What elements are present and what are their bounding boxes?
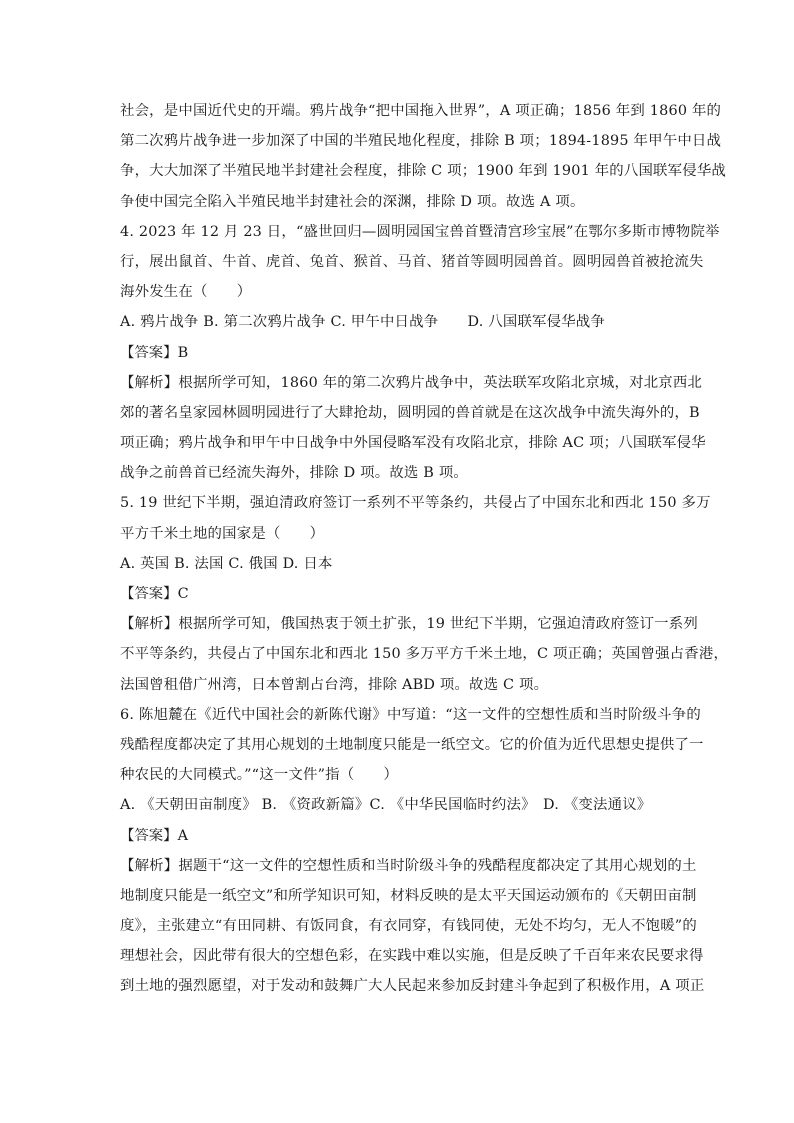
question-6-analysis: 地制度只能是一纸空文”和所学知识可知，材料反映的是太平天国运动颁布的《天朝田亩制 bbox=[120, 887, 697, 904]
question-5-analysis: 法国曾租借广州湾，日本曾割占台湾，排除 ABD 项。故选 C 项。 bbox=[120, 676, 549, 693]
question-5-analysis: 不平等条约，共侵占了中国东北和西北 150 多万平方千米土地，C 项正确；英国曾强占香港， bbox=[120, 646, 729, 663]
question-6-stem: 6. 陈旭麓在《近代中国社会的新陈代谢》中写道：“这一文件的空想性质和当时阶级斗争的 bbox=[120, 706, 701, 723]
question-4-stem: 海外发生在（ ） bbox=[120, 284, 252, 301]
question-5-answer: 【答案】C bbox=[120, 586, 189, 602]
question-6-analysis: 到土地的强烈愿望，对于发动和鼓舞广大人民起来参加反封建斗争起到了积极作用，A 项正 bbox=[120, 978, 705, 995]
question-4-analysis: 郊的著名皇家园林圆明园进行了大肆抢劫，圆明园的兽首就是在这次战争中流失海外的，B bbox=[120, 404, 700, 421]
text-line: 争使中国完全陷入半殖民地半封建社会的深渊，排除 D 项。故选 A 项。 bbox=[120, 193, 585, 210]
text-line: 争，大大加深了半殖民地半封建社会程度，排除 C 项；1900 年到 1901 年的八国联军侵华战 bbox=[120, 163, 727, 180]
question-6-answer: 【答案】A bbox=[120, 827, 188, 844]
question-5-stem: 平方千米土地的国家是（ ） bbox=[120, 525, 325, 542]
question-6-analysis: 【解析】据题干“这一文件的空想性质和当时阶级斗争的残酷程度都决定了其用心规划的土 bbox=[120, 857, 697, 874]
question-4-stem: 4. 2023 年 12 月 23 日，“盛世回归—圆明园国宝兽首暨清宫珍宝展”在鄂尔多斯市博物院举 bbox=[120, 223, 720, 240]
question-4-answer: 【答案】B bbox=[120, 344, 189, 361]
question-5-options: A. 英国 B. 法国 C. 俄国 D. 日本 bbox=[120, 555, 333, 572]
question-6-options: A. 《天朝田亩制度》 B. 《资政新篇》C. 《中华民国临时约法》 D. 《变法通议》 bbox=[120, 797, 652, 814]
question-5-stem: 5. 19 世纪下半期，强迫清政府签订一系列不平等条约，共侵占了中国东北和西北 150 多万 bbox=[120, 495, 711, 512]
text-line: 第二次鸦片战争进一步加深了中国的半殖民地化程度，排除 B 项；1894-1895 年甲午中日战 bbox=[120, 133, 722, 150]
text-line: 社会，是中国近代史的开端。鸦片战争“把中国拖入世界”，A 项正确；1856 年到 1860 年的 bbox=[120, 103, 722, 119]
question-5-analysis: 【解析】根据所学可知，俄国热衷于领土扩张，19 世纪下半期，它强迫清政府签订一系列 bbox=[120, 616, 698, 633]
question-6-analysis: 度》，主张建立“有田同耕、有饭同食，有衣同穿，有钱同使，无处不均匀，无人不饱暖”的 bbox=[120, 918, 697, 935]
question-6-stem: 种农民的大同模式。”“这一文件”指（ ） bbox=[120, 767, 399, 784]
question-4-analysis: 项正确；鸦片战争和甲午中日战争中外国侵略军没有攻陷北京，排除 AC 项；八国联军侵华 bbox=[120, 435, 706, 452]
question-6-stem: 残酷程度都决定了其用心规划的土地制度只能是一纸空文。它的价值为近代思想史提供了一 bbox=[120, 736, 704, 753]
question-4-analysis: 【解析】根据所学可知，1860 年的第二次鸦片战争中，英法联军攻陷北京城，对北京西北 bbox=[120, 374, 703, 391]
question-4-analysis: 战争之前兽首已经流失海外，排除 D 项。故选 B 项。 bbox=[120, 465, 469, 482]
question-4-stem: 行，展出鼠首、牛首、虎首、兔首、猴首、马首、猪首等圆明园兽首。圆明园兽首被抢流失 bbox=[120, 253, 704, 270]
question-4-options: A. 鸦片战争 B. 第二次鸦片战争 C. 甲午中日战争 D. 八国联军侵华战争 bbox=[120, 314, 605, 331]
question-6-analysis: 理想社会，因此带有很大的空想色彩，在实践中难以实施，但是反映了千百年来农民要求得 bbox=[120, 948, 704, 965]
